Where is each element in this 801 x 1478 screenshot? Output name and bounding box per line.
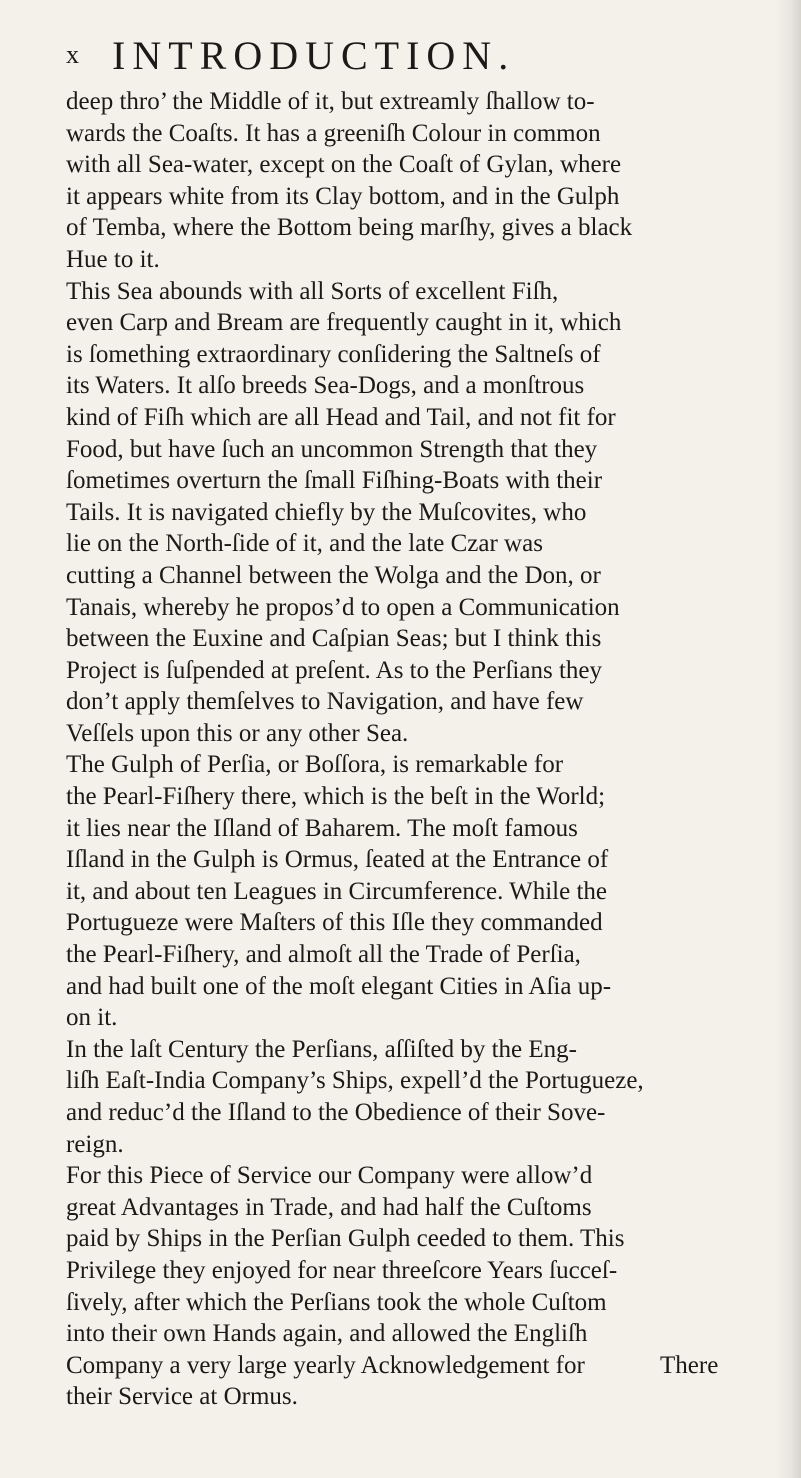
text-line: and reduc’d the Iſland to the Obedience of their Sove- [66,1099,606,1126]
text-line: This Sea abounds with all Sorts of excellent Fiſh, [66,277,559,305]
catchword: There [660,1352,719,1379]
text-line: Project is ſuſpended at preſent. As to the Perſians they [66,656,602,684]
text-line: even Carp and Bream are frequently caught in it, which [66,309,622,337]
text-line: with all Sea-water, except on the Coaſt of Gylan, where [66,151,622,179]
text-line: its Waters. It alſo breeds Sea-Dogs, and a monſtrous [66,372,585,400]
text-line: it, and about ten Leagues in Circumference. While the [66,877,608,905]
text-line: Hue to it. [66,245,160,273]
text-line: great Advantages in Trade, and had half the Cuſtoms [66,1193,592,1221]
running-head: INTRODUCTION. [112,33,516,78]
text-line: into their own Hands again, and allowed the Engliſh [66,1320,588,1348]
text-line: Portugueze were Maſters of this Iſle they commanded [66,909,603,937]
text-line: and had built one of the moſt elegant Cities in Aſia up- [66,972,612,1000]
text-line: between the Euxine and Caſpian Seas; but I think this [66,625,602,653]
text-line: don’t apply themſelves to Navigation, and have few [66,688,584,716]
text-line: cutting a Channel between the Wolga and the Don, or [66,561,601,589]
text-line: For this Piece of Service our Company were allow’d [66,1162,593,1190]
text-line: Privilege they enjoyed for near threeſcore Years ſucceſ- [66,1256,618,1284]
text-line: kind of Fiſh which are all Head and Tail, and not fit for [66,403,616,431]
page-edge-shadow [775,0,801,1478]
text-line: The Gulph of Perſia, or Boſſora, is remarkable for [66,751,564,779]
text-line: Tails. It is navigated chiefly by the Muſcovites, who [66,498,587,526]
text-line: Tanais, whereby he propos’d to open a Communication [66,593,620,621]
text-line: their Service at Ormus. [66,1383,298,1411]
text-line: Iſland in the Gulph is Ormus, ſeated at the Entrance of [66,846,609,874]
text-line: Veſſels upon this or any other Sea. [66,719,409,747]
text-line: it lies near the Iſland of Baharem. The moſt famous [66,814,578,842]
text-line: the Pearl-Fiſhery there, which is the beſt in the World; [66,783,606,811]
text-line: Food, but have ſuch an uncommon Strength that they [66,435,598,463]
text-line: In the laſt Century the Perſians, aſſiſted by the Eng- [66,1035,577,1063]
text-line: liſh Eaſt-India Company’s Ships, expell’d the Portugueze, [66,1067,644,1095]
text-line: ſively, after which the Perſians took the whole Cuſtom [66,1288,607,1316]
text-line: lie on the North-ſide of it, and the late Czar was [66,530,543,558]
text-line: it appears white from its Clay bottom, and in the Gulph [66,182,620,210]
text-line: deep thro’ the Middle of it, but extreamly ſhallow to- [66,88,595,115]
text-line: reign. [66,1130,124,1158]
page-header [66,30,686,80]
text-line: wards the Coaſts. It has a greeniſh Colour in common [66,119,601,147]
text-line: paid by Ships in the Perſian Gulph ceeded to them. This [66,1225,625,1253]
text-line: of Temba, where the Bottom being marſhy, gives a black [66,214,633,242]
text-line: is ſomething extraordinary conſidering the Saltneſs of [66,340,601,368]
text-line: the Pearl-Fiſhery, and almoſt all the Trade of Perſia, [66,941,581,969]
page-number: x [66,40,80,69]
text-line: on it. [66,1004,118,1032]
text-line: Company a very large yearly Acknowledgement for [66,1351,585,1379]
text-line: ſometimes overturn the ſmall Fiſhing-Boats with their [66,467,603,495]
body-text [66,86,772,1413]
